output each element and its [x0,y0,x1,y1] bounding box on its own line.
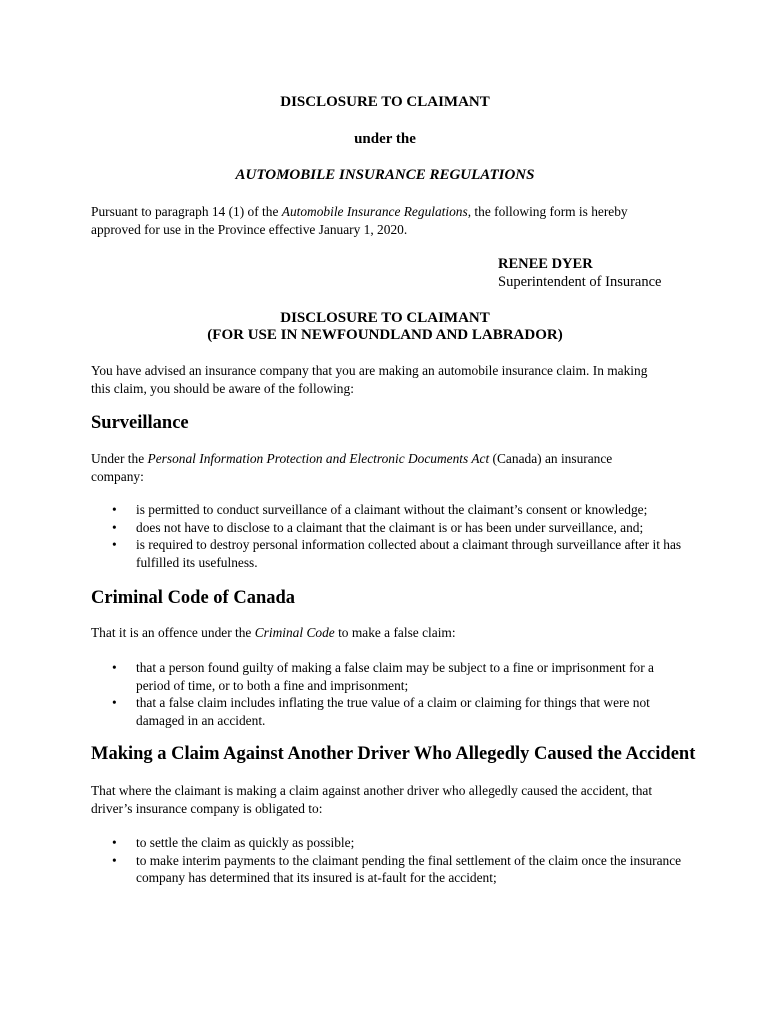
intro-text-2: , the following form is hereby [467,204,628,219]
list-item-text: does not have to disclose to a claimant that the claimant is or has been under surveillance, and; [136,519,644,535]
list-item-text: to make interim payments to the claimant pending the final settlement of the claim once the insurance company has determined that its insured is at-fault for the accident; [136,852,682,885]
advice-line-1: You have advised an insurance company that you are making an automobile insurance claim. In making [91,363,648,378]
document-subtitle-under: under the [354,131,416,147]
bullet-icon: • [112,502,117,517]
criminal-intro-prefix: That it is an offence under the [91,625,255,640]
list-item [91,536,691,571]
criminal-code-bullet-list [91,659,691,729]
list-item [91,659,691,694]
list-item [91,519,691,537]
list-item-text: is required to destroy personal information collected about a claimant through surveillance after it has fulfilled its usefulness. [136,537,682,570]
bullet-icon: • [112,852,117,868]
surveillance-intro [91,450,711,486]
surveillance-heading: Surveillance [91,413,189,433]
bullet-icon: • [112,835,117,850]
bullet-icon: • [112,537,117,552]
intro-text-1: Pursuant to paragraph 14 (1) of the [91,204,282,219]
intro-text-3: approved for use in the Province effective January 1, 2020. [91,222,408,237]
bullet-icon: • [112,660,117,675]
form-title: DISCLOSURE TO CLAIMANT [280,310,490,326]
document-title: DISCLOSURE TO CLAIMANT [280,94,490,110]
list-item-text: that a false claim includes inflating the true value of a claim or claiming for things that were not damaged in an accident. [136,695,650,728]
list-item [91,834,691,852]
signatory-name: RENEE DYER [498,256,593,272]
list-item [91,852,691,887]
surveillance-intro-prefix: Under the [91,451,148,466]
form-subtitle: (FOR USE IN NEWFOUNDLAND AND LABRADOR) [207,327,563,343]
criminal-code-name: Criminal Code [254,625,335,640]
list-item-text: is permitted to conduct surveillance of a claimant without the claimant’s consent or knowledge; [136,502,648,517]
surveillance-intro-suffix: (Canada) an insurance [489,451,613,466]
claim-bullet-list [91,834,691,887]
intro-italic: Automobile Insurance Regulations [281,204,468,219]
list-item-text: that a person found guilty of making a false claim may be subject to a fine or imprisonment for a period of time, or to both a fine and imprisonment; [136,660,654,693]
list-item [91,501,691,519]
bullet-icon: • [112,519,117,535]
criminal-code-intro [91,624,711,642]
claim-heading: Making a Claim Against Another Driver Who Allegedly Caused the Accident [91,744,696,764]
intro-paragraph [91,203,691,239]
advice-line-2: this claim, you should be aware of the following: [91,381,354,396]
claim-intro [91,782,731,818]
claim-intro-line2: driver’s insurance company is obligated to: [91,801,323,816]
pipeda-act-name: Personal Information Protection and Electronic Documents Act [147,451,490,466]
bullet-icon: • [112,695,117,710]
signatory-role: Superintendent of Insurance [498,274,662,290]
surveillance-bullet-list [91,501,691,571]
claim-intro-line1: That where the claimant is making a claim against another driver who allegedly caused the accident, that [91,783,653,798]
list-item [91,694,691,729]
regulations-title: AUTOMOBILE INSURANCE REGULATIONS [235,167,535,183]
criminal-code-heading: Criminal Code of Canada [91,588,296,608]
surveillance-intro-line2: company: [91,469,144,484]
criminal-intro-suffix: to make a false claim: [334,625,456,640]
advice-paragraph [91,362,711,398]
list-item-text: to settle the claim as quickly as possible; [136,835,355,850]
